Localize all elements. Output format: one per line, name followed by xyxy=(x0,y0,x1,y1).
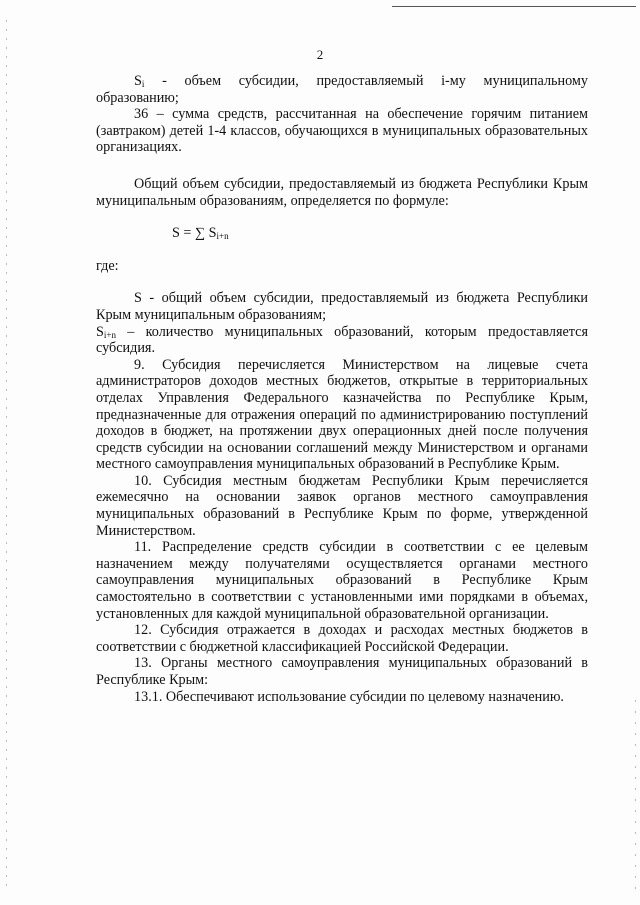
paragraph-9: 9. Субсидия перечисляется Министерством на лицевые счета администраторов доходов местных бюджетов, открытые в территориальных отделах Управления Федерального казначейства по Республике Крым, предназначенные для отражения операций по администрированию поступлений доходов в бюджет, на протяжении двух операционных дней после получения средств субсидии на основании соглашений между Министерством и органами местного самоуправления муниципальных образований в Республике Крым. xyxy=(96,356,588,473)
paragraph-12: 12. Субсидия отражается в доходах и расходах местных бюджетов в соответствии с бюджетной классификацией Российской Федерации. xyxy=(96,622,588,655)
paragraph-13-1: 13.1. Обеспечивают использование субсидии по целевому назначению. xyxy=(134,688,564,705)
where-label: где: xyxy=(96,257,119,274)
scan-edge-left xyxy=(6,20,7,890)
top-rule xyxy=(392,6,636,7)
paragraph-13: 13. Органы местного самоуправления муниципальных образований в Республике Крым: xyxy=(96,655,588,688)
definition-s: S - общий объем субсидии, предоставляемый из бюджета Республики Крым муниципальным образованиям; xyxy=(96,290,588,323)
definition-36: 36 – сумма средств, рассчитанная на обеспечение горячим питанием (завтраком) детей 1-4 классов, обучающихся в муниципальных образовательных организациях. xyxy=(96,106,588,156)
paragraph-11: 11. Распределение средств субсидии в соответствии с ее целевым назначением между получателями осуществляется органами местного самоуправления муниципальных образований в Республике Крым самостоятельно в соответствии с установленными ими порядками в объемах, установленных для каждой муниципальной образовательной организации. xyxy=(96,539,588,622)
paragraph-10: 10. Субсидия местным бюджетам Республики Крым перечисляется ежемесячно на основании заявок органов местного самоуправления муниципальных образований в Республике Крым по форме, утвержденной Министерством. xyxy=(96,472,588,539)
page-number: 2 xyxy=(316,47,324,62)
definition-sin: $S_{i+n}$ – количество муниципальных образований, которым предоставляется субсидия. xyxy=(96,323,588,357)
definition-si: $S_i$ - объем субсидии, предоставляемый i-му муниципальному образованию; xyxy=(96,73,588,106)
scan-edge-right xyxy=(635,700,636,890)
document-body xyxy=(96,73,588,705)
total-volume-intro: Общий объем субсидии, предоставляемый из бюджета Республики Крым муниципальным образованиям, определяется по формуле: xyxy=(96,175,588,209)
formula: S = ∑ $S_{i+n}$ xyxy=(172,225,229,242)
